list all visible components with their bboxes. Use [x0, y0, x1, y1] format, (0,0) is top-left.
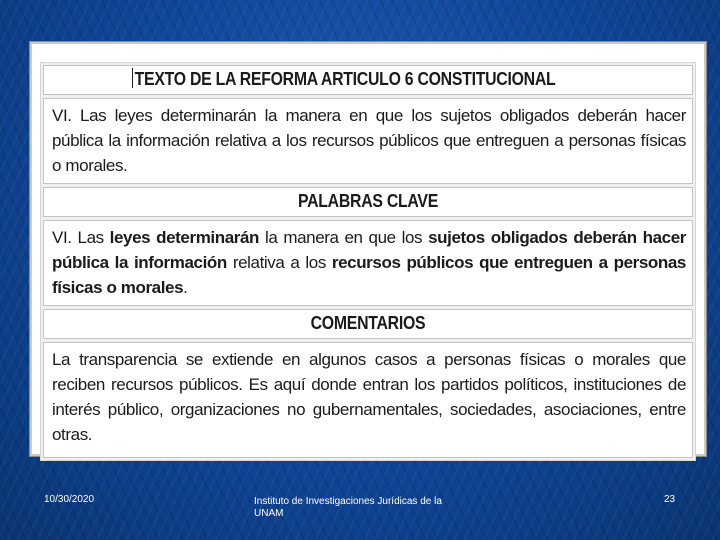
text-cursor [132, 68, 133, 88]
keywords-text [43, 220, 693, 306]
header-reform-cell [43, 65, 693, 95]
keywords-plain-2: la manera en que los [259, 228, 429, 247]
reform-table [40, 62, 696, 461]
keyword-bold-1: leyes determinarán [109, 228, 260, 247]
keywords-plain-4: . [183, 278, 188, 297]
document-image [30, 42, 706, 456]
footer-date: 10/30/2020 [44, 494, 95, 505]
keyword-bold-3: recursos públicos que entreguen a personas físicas o morales [52, 253, 686, 297]
reform-header: TEXTO DE LA REFORMA ARTICULO 6 CONSTITUCIONAL [134, 69, 556, 89]
comments-text: La transparencia se extiende en algunos casos a personas físicas o morales que reciben recursos públicos. Es aquí donde entran los partidos políticos, instituciones de interés público, organizaciones no gubernamentales, sociedades, asociaciones, entre otras. [43, 342, 693, 458]
keywords-plain-1: VI. Las [52, 228, 110, 247]
keyword-bold-2: sujetos obligados deberán hacer pública la información [52, 228, 686, 272]
reform-text: VI. Las leyes determinarán la manera en que los sujetos obligados deberán hacer pública la información relativa a los recursos públicos que entreguen a personas físicas o morales. [43, 98, 693, 184]
footer-institution: Instituto de Investigaciones Jurídicas de la UNAM [254, 496, 442, 519]
keywords-header: PALABRAS CLAVE [297, 191, 439, 211]
header-comments-cell [43, 309, 693, 339]
page-number: 23 [664, 494, 676, 505]
comments-header: COMENTARIOS [310, 313, 426, 333]
header-keywords-cell [43, 187, 693, 217]
keywords-plain-3: relativa a los [226, 253, 332, 272]
